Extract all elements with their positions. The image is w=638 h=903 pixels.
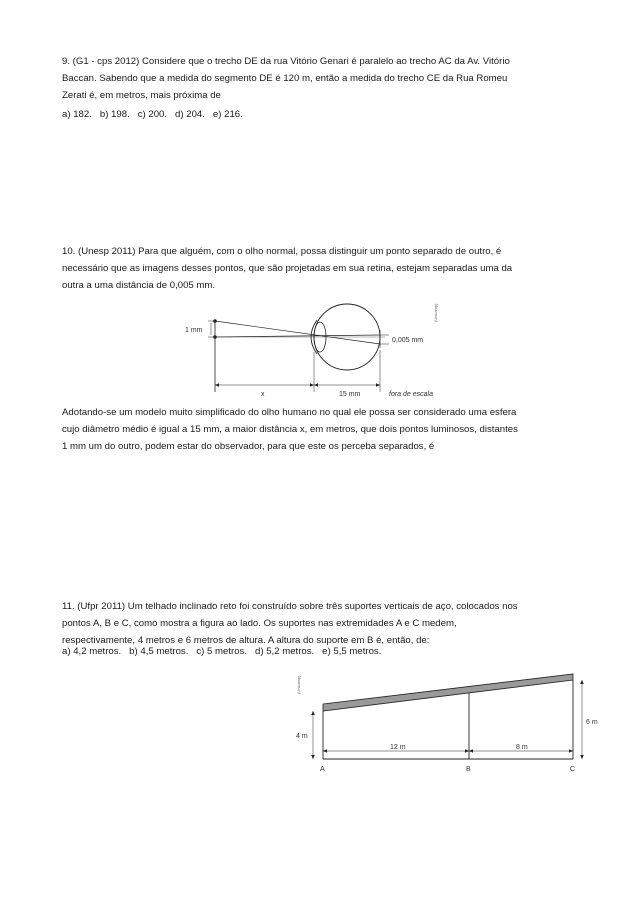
eye-figure [175,292,445,404]
eye-figure-label-scale: fora de escala [389,391,433,398]
question-11-line-2: pontos A, B e C, como mostra a figura ao lado. Os suportes nas extremidades A e C medem, [62,618,457,629]
eye-figure-label-0005mm: 0,005 mm [392,337,424,344]
question-9-text [62,53,576,104]
question-11-line-3: respectivamente, 4 metros e 6 metros de altura. A altura do suporte em B é, então, de: [62,635,430,646]
question-11-line-1: 11. (Ufpr 2011) Um telhado inclinado reto foi construído sobre três suportes verticais de aço, colocados nos [62,601,518,612]
roof-label-6m: 6 m [586,719,598,726]
roof-figure [283,664,603,780]
eye-figure-label-x: x [261,391,265,398]
question-9-line-3: Zerati é, em metros, mais próxima de [62,90,221,101]
question-10-continuation [62,404,576,455]
roof-label-b: B [466,766,471,773]
question-10-line-2: necessário que as imagens desses pontos, que são projetadas em sua retina, estejam separadas uma da [62,263,513,274]
roof-figure-watermark: (Unicamp) [296,675,301,694]
question-10-line-1: 10. (Unesp 2011) Para que alguém, com o olho normal, possa distinguir um ponto separado de outro, é [62,246,502,257]
roof-label-4m: 4 m [296,733,308,740]
eye-figure-watermark: (Unicamp) [433,303,438,322]
question-10-cont-line-2: cujo diâmetro médio é igual a 15 mm, a maior distância x, em metros, que dois pontos luminosos, distantes [62,424,518,435]
eye-figure-label-15mm: 15 mm [339,391,361,398]
roof-label-a: A [320,766,325,773]
roof-slab [323,674,573,711]
eye-figure-ray-bottom [215,335,380,337]
roof-label-c: C [570,766,576,773]
question-10-line-3: outra a uma distância de 0,005 mm. [62,280,216,291]
question-10-cont-line-1: Adotando-se um modelo muito simplificado do olho humano no qual ele possa ser considerado uma esfera [62,407,517,418]
roof-label-12m: 12 m [390,744,406,751]
question-9-line-2: Baccan. Sabendo que a medida do segmento DE é 120 m, então a medida do trecho CE da Rua Romeu [62,73,508,84]
eye-figure-ray-top [215,321,380,344]
question-10-cont-line-3: 1 mm um do outro, podem estar do observador, para que este os perceba separados, é [62,441,435,452]
question-11-options: a) 4,2 metros. b) 4,5 metros. c) 5 metros. d) 5,2 metros. e) 5,5 metros. [62,646,382,657]
question-11-text [62,598,576,649]
eye-figure-label-1mm: 1 mm [185,327,203,334]
question-9-options: a) 182. b) 198. c) 200. d) 204. e) 216. [62,109,243,120]
question-9-line-1: 9. (G1 - cps 2012) Considere que o trecho DE da rua Vitório Genari é paralelo ao trecho AC da Av. Vitório [62,56,510,67]
roof-label-8m: 8 m [516,744,528,751]
question-10-text [62,243,576,294]
